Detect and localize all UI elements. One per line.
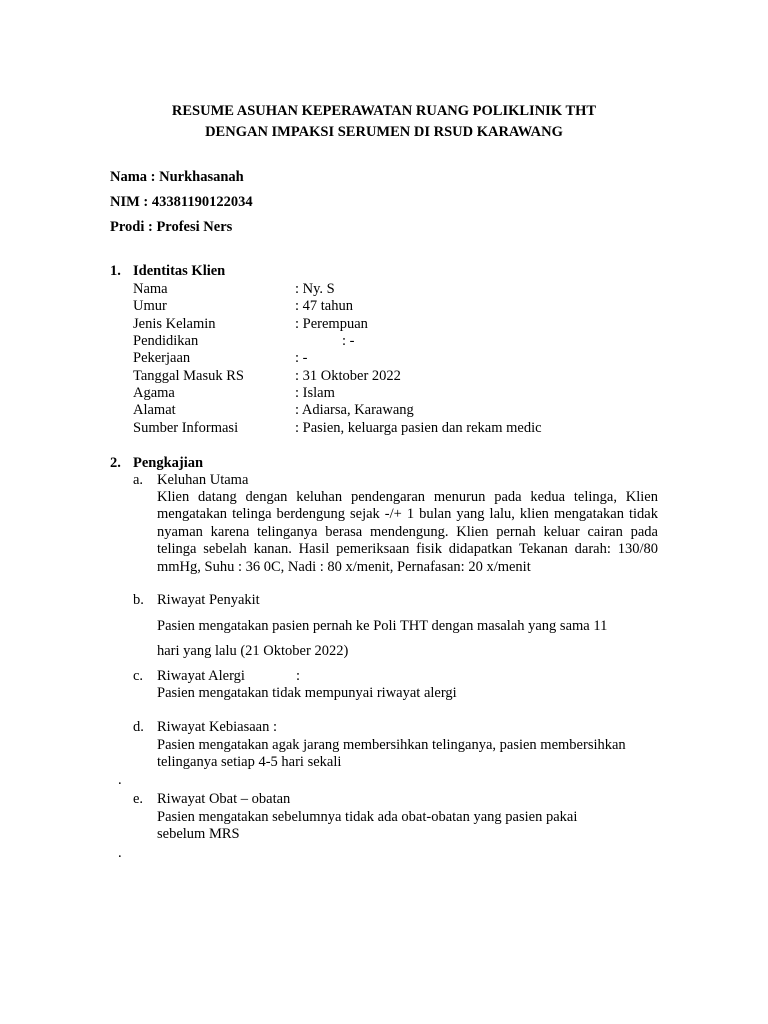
item-c-text: Pasien mengatakan tidak mempunyai riwayat alergi [157,685,457,701]
item-b-marker: b. [133,592,144,608]
section-1-number: 1. [110,263,121,279]
item-e-title: Riwayat Obat – obatan [157,791,291,807]
identity-value: : 47 tahun [295,298,353,314]
identity-label: Pekerjaan [133,350,191,366]
stray-dot: . [118,845,122,861]
item-a-marker: a. [133,472,144,488]
identity-value: : Islam [295,385,335,401]
identity-value: : Pasien, keluarga pasien dan rekam medic [295,420,542,436]
item-e-text: Pasien mengatakan sebelumnya tidak ada obat-obatan yang pasien pakai sebelum MRS [157,809,578,843]
item-d-marker: d. [133,719,144,735]
item-c-title: Riwayat Alergi [157,668,245,684]
student-prodi: Prodi : Profesi Ners [110,219,233,235]
section-2-number: 2. [110,455,121,471]
identity-label: Nama [133,281,168,297]
identity-value: : - [295,350,308,366]
identity-label: Tanggal Masuk RS [133,368,244,384]
item-b-title: Riwayat Penyakit [157,592,260,608]
identity-label: Umur [133,298,167,314]
section-2-heading: Pengkajian [133,455,204,471]
section-1-heading: Identitas Klien [133,263,226,279]
item-a-title: Keluhan Utama [157,472,249,488]
identity-value: : Adiarsa, Karawang [295,402,414,418]
identity-value: : - [342,333,355,349]
identity-label: Agama [133,385,175,401]
identity-label: Jenis Kelamin [133,316,216,332]
item-a-text: Klien datang dengan keluhan pendengaran menurun pada kedua telinga, Klien mengatakan telinga berdengung sejak -/+ 1 bulan yang lalu, klien mengatakan tidak nyaman karena telinganya berasa mendengung. Klien pernah keluar cairan pada telinga sebelah kanan. Hasil pemeriksaan fisik didapatkan Tekanan darah: 130/80 mmHg, Suhu : 36 0C, Nadi : 80 x/menit, Pernafasan: 20 x/menit [157,489,658,575]
student-nim: NIM : 43381190122034 [110,194,253,210]
student-name: Nama : Nurkhasanah [110,169,244,185]
item-c-marker: c. [133,668,144,684]
item-e-marker: e. [133,791,144,807]
item-d-title: Riwayat Kebiasaan : [157,719,277,735]
document-title-line-1: RESUME ASUHAN KEPERAWATAN RUANG POLIKLINIK THT [171,103,597,119]
identity-value: : Ny. S [295,281,335,297]
stray-dot: . [118,772,122,788]
identity-value: : Perempuan [295,316,368,332]
identity-label: Alamat [133,402,176,418]
item-b-text-line-2: hari yang lalu (21 Oktober 2022) [157,643,349,659]
document-title-line-2: DENGAN IMPAKSI SERUMEN DI RSUD KARAWANG [205,124,563,140]
item-d-text: Pasien mengatakan agak jarang membersihkan telinganya, pasien membersihkan telinganya setiap 4-5 hari sekali [157,737,626,771]
identity-value: : 31 Oktober 2022 [295,368,401,384]
item-c-colon: : [296,668,301,684]
identity-label: Pendidikan [133,333,199,349]
identity-label: Sumber Informasi [133,420,239,436]
item-b-text-line-1: Pasien mengatakan pasien pernah ke Poli THT dengan masalah yang sama 11 [157,618,608,634]
